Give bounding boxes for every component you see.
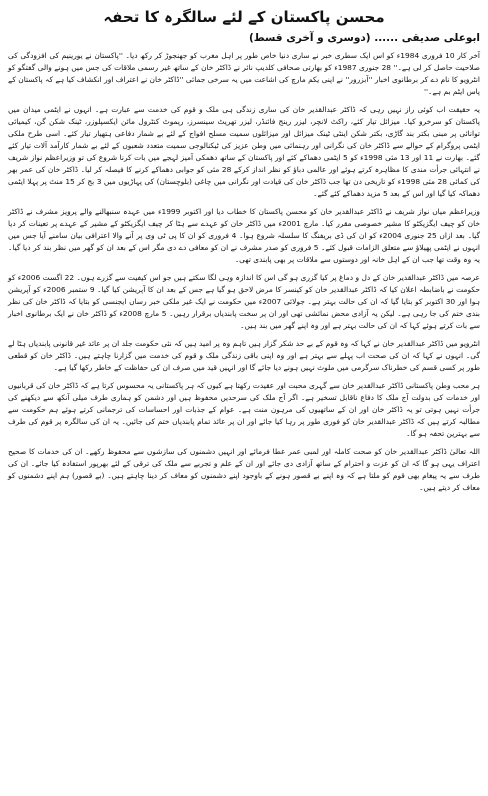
article-paragraph-4: عرصہ میں ڈاکٹر عبدالقدیر خان کے دل و دماغ پر کیا گزری ہو گی اس کا اندازہ وہی لگا سکتے ہیں جو اس کیفیت سے گزرے ہوں۔ 22 اگست 2006ء کو حکومت نے باضابطہ اعلان کیا کہ ڈاکٹر عبدالقدیر خان کو کینسر کا مرض لاحق ہو گیا ہے جس کے بعد ان کا آپریشن کیا گیا۔ 9 ستمبر 2006ء کو آپریشن ہوا اور 30 اکتوبر کو بتایا گیا کہ ان کی حالت بہتر ہے۔ جولائی 2007ء میں حکومت نے ایک غیر ملکی خبر رساں ایجنسی کو بتایا کہ ڈاکٹر خان کی نظر بندی ختم کی جا رہی ہے۔ لیکن یہ آزادی محض نمائشی تھی اور ان پر سخت پابندیاں برقرار رہیں۔ 5 مارچ 2008ء کو ڈاکٹر خان نے ایک برطانوی اخبار سے بات کرتے ہوئے کہا کہ ان کی حالت بہتر ہے اور وہ اپنے گھر میں بند ہیں۔ <box>8 273 481 330</box>
article-paragraph-7: اللہ تعالیٰ ڈاکٹر عبدالقدیر خان کو صحت کاملہ اور لمبی عمر عطا فرمائے اور انہیں دشمنوں کی سازشوں سے محفوظ رکھے۔ ان کی خدمات کا صحیح اعتراف یہی ہو گا کہ ان کو عزت و احترام کے ساتھ آزادی دی جائے اور ان کے علم و تجربے سے ملک کی ترقی کے لئے بھرپور استفادہ کیا جائے۔ ان کی طرف سے یہ پیغام بھی قوم کو ملتا ہے کہ وہ اپنے بے قصور ہونے کے باوجود اپنے دشمنوں کو معاف کر دینا چاہتے ہیں۔ (بے قصور) ہم اپنے دشمنوں کو معاف کر دیتے ہیں۔ <box>8 447 480 492</box>
article-paragraph-2: یہ حقیقت اب کوئی راز نہیں رہی کہ ڈاکٹر عبدالقدیر خان کی ساری زندگی ہی ملک و قوم کی خدمت سے عبارت ہے۔ انہوں نے ایٹمی میدان میں پاکستان کو سرخرو کیا۔ میزائل تیار کئے، راکٹ لانچر، لیزر رینج فائنڈر، لیزر تھریٹ سینسرز، ریموٹ کنٹرول مائن ایکسپلوزر، ٹینک شکن گن، کیمیائی توانائی پر مبنی بکتر بند گاڑی، بکتر شکن اینٹی ٹینک میزائل اور میزائلوں سمیت مسلح افواج کے لئے بے شمار دفاعی ہتھیار تیار کئے۔ اسی طرح ملکی ایٹمی پروگرام کے حوالے سے ڈاکٹر خان کی نگرانی اور رہنمائی میں وطن عزیز کی ٹیکنالوجی سمیت متعدد شعبوں کے لئے بے شمار کارآمد آلات تیار کئے گئے۔ بھارت نے 11 اور 13 مئی 1998ء کو 5 ایٹمی دھماکے کئے اور پاکستان کے ساتھ دھمکی آمیز لہجے میں بات کرنا شروع کی تو وزیراعظم نواز شریف نے انتہائی جرأت مندی کا مظاہرہ کرتے ہوئے اور عالمی دباؤ کو نظر انداز کرکے 28 مئی کو جوابی دھماکے کرنے کا فیصلہ کر لیا۔ ڈاکٹر خان کی عمر بھر کی کمائی 28 مئی 1998ء کو تاریخی دن تھا جب ڈاکٹر خان کی قیادت اور نگرانی میں چاغی (بلوچستان) کی پہاڑیوں میں 3 بج کر 15 منٹ پر پہلا ایٹمی دھماکہ کیا گیا اور اس کے بعد 5 مزید دھماکے کئے گئے۔ <box>8 105 481 198</box>
article-byline: ابوعلی صدیقی ...... (دوسری و آخری قسط) <box>248 32 480 44</box>
article-paragraph-1: آخر کار 10 فروری 1984ء کو اس ایک سطری خبر نے ساری دنیا خاص طور پر اہل مغرب کو جھنجوڑ کر رکھ دیا۔ ''پاکستان نے یورینیم کی افزودگی کی صلاحیت حاصل کر لی ہے۔'' 28 جنوری 1987ء کو بھارتی صحافی کلدیپ نائر نے ڈاکٹر خان کے ساتھ غیر رسمی ملاقات کی جس میں ہونے والی گفتگو کو انٹرویو کا نام دے کر برطانوی اخبار ''آبزرور'' نے اپنی یکم مارچ کی اشاعت میں یہ سرخی جمائی ''ڈاکٹر خان نے اعتراف اور انکشاف کیا ہے کہ پاکستان کے پاس ایٹم بم ہے۔'' <box>8 51 480 96</box>
article-paragraph-3: وزیراعظم میاں نواز شریف نے ڈاکٹر عبدالقدیر خان کو محسن پاکستان کا خطاب دیا اور اکتوبر 1999ء میں عہدہ سنبھالنے والے پرویز مشرف نے ڈاکٹر خان کو چیف ایگزیکٹو کا مشیر خصوصی مقرر کیا۔ مارچ 2001ء میں ڈاکٹر خان کو عہدے سے ہٹا کر چیف ایگزیکٹو کے مشیر کے عہدے پر تعینات کر دیا گیا۔ بعد ازاں 25 جنوری 2004ء کو ان کی ڈی بریفنگ کا سلسلہ شروع ہوا۔ 4 فروری کو ان کا پی ٹی وی پر آنے والا اعترافی بیان سامنے آیا جس میں انہوں نے ایٹمی پھیلاؤ سے متعلق الزامات قبول کئے۔ 5 فروری کو صدر مشرف نے ان کو معافی دے دی مگر اس کے بعد ان کو گھر میں نظر بند کر دیا گیا۔ یہ وہ وقت تھا جب ان کے اہل خانہ اور دوستوں سے ملاقات پر بھی پابندی تھی۔ <box>8 207 481 264</box>
article-paragraph-6: ہر محب وطن پاکستانی ڈاکٹر عبدالقدیر خان سے گہری محبت اور عقیدت رکھتا ہے کیوں کہ ہر پاکستانی یہ محسوس کرتا ہے کہ ڈاکٹر خان کی قربانیوں اور خدمات کی بدولت آج ملک کا دفاع ناقابل تسخیر ہے۔ اگر آج ملک کی سرحدیں محفوظ ہیں اور دشمن کو ہماری طرف میلی آنکھ سے دیکھنے کی جرأت نہیں ہوتی تو یہ ڈاکٹر خان اور ان کے ساتھیوں کی مرہون منت ہے۔ عوام کے جذبات اور احساسات کی ترجمانی کرتے ہوئے ہم حکومت سے مطالبہ کرتے ہیں کہ ڈاکٹر عبدالقدیر خان کو فوری طور پر رہا کیا جائے اور ان پر عائد تمام پابندیاں ختم کی جائیں۔ یہ ان کی سالگرہ پر قوم کی طرف سے بہترین تحفہ ہو گا۔ <box>8 381 480 438</box>
article-paragraph-5: انٹرویو میں ڈاکٹر عبدالقدیر خان نے کہا کہ وہ قوم کے بے حد شکر گزار ہیں تاہم وہ پر امید ہیں کہ نئی حکومت جلد ان پر عائد غیر قانونی پابندیاں ہٹا لے گی۔ انہوں نے کہا کہ ان کی صحت اب پہلے سے بہتر ہے اور وہ اپنی باقی زندگی ملک و قوم کی خدمت میں گزارنا چاہتے ہیں۔ ڈاکٹر خان کو قطعی طور پر کسی قسم کی خطرناک سرگرمی میں ملوث نہیں ہونے دیا جائے گا اور انہیں قید میں صرف ان کی حفاظت کے خاطر رکھا گیا ہے۔ <box>8 339 480 372</box>
article-title: محسن پاکستان کے لئے سالگرہ کا تحفہ <box>103 8 385 26</box>
